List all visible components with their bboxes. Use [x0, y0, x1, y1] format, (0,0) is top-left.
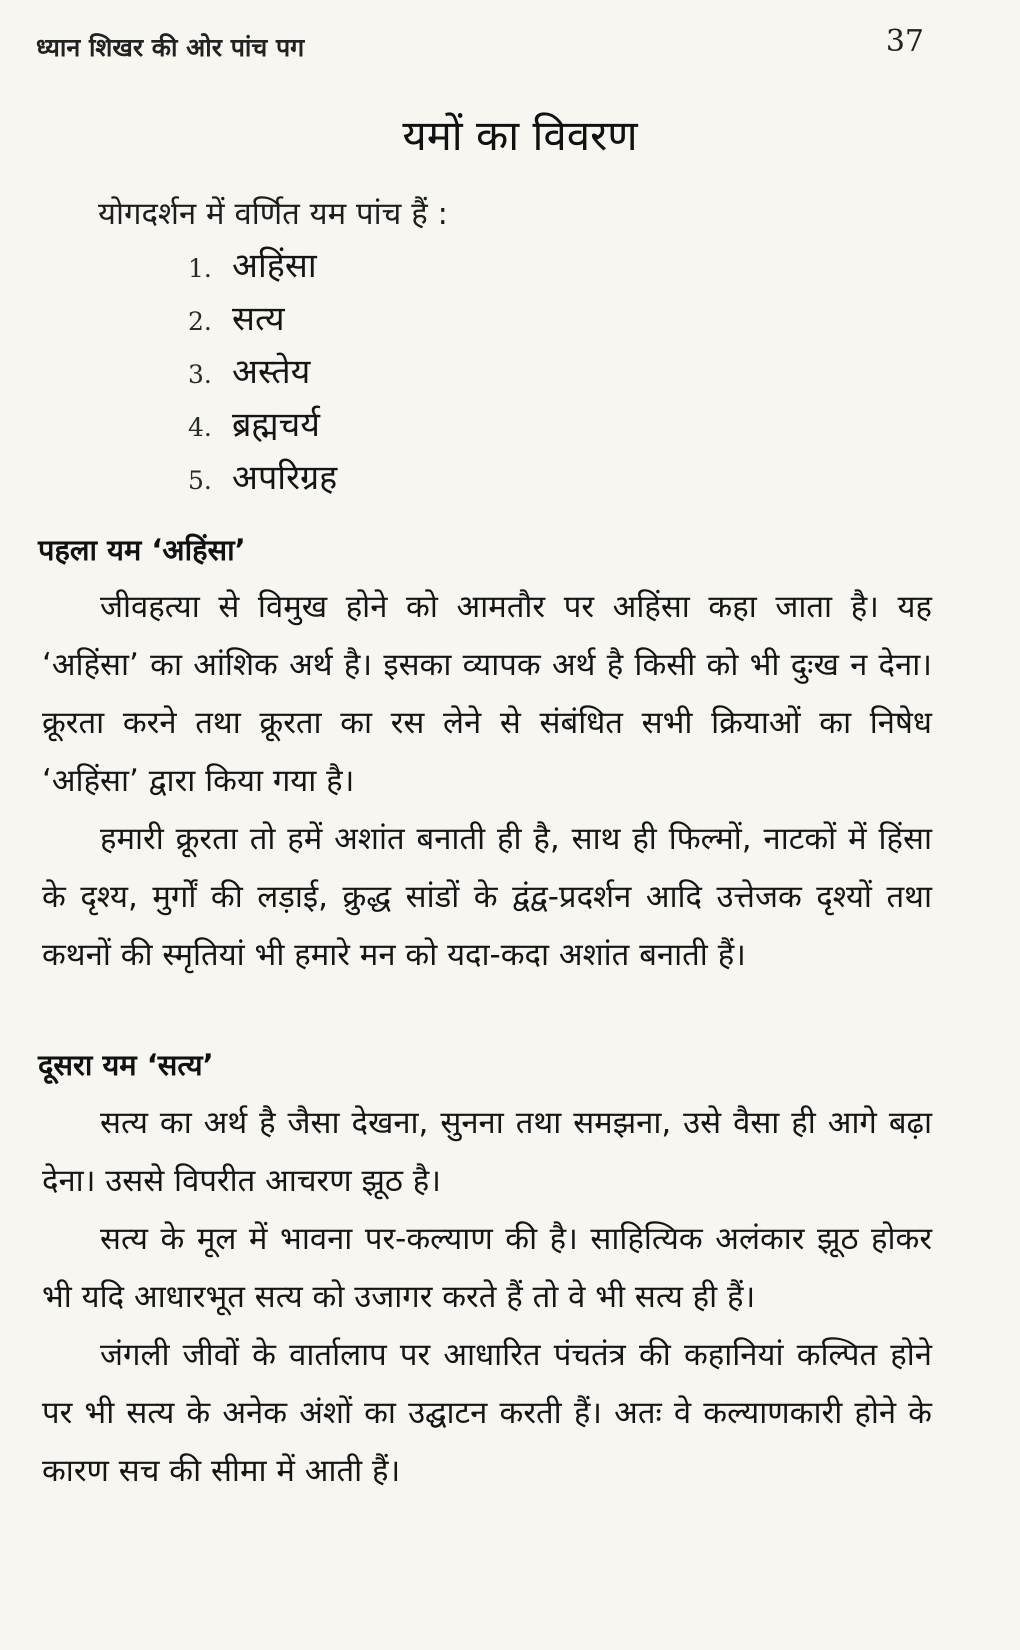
section-body-ahimsa: [42, 578, 932, 984]
list-item-number: 1.: [188, 254, 212, 283]
running-head: ध्यान शिखर की ओर पांच पग: [36, 33, 305, 62]
paragraph: हमारी क्रूरता तो हमें अशांत बनाती ही है, साथ ही फिल्मों, नाटकों में हिंसा के दृश्य, मुर्गों की लड़ाई, क्रुद्ध सांडों के द्वंद्व-प्रदर्शन आदि उत्तेजक दृश्यों तथा कथनों की स्मृतियां भी हमारे मन को यदा-कदा अशांत बनाती हैं।: [42, 821, 932, 973]
intro-text: योगदर्शन में वर्णित यम पांच हैं :: [98, 196, 448, 232]
paragraph: सत्य के मूल में भावना पर-कल्याण की है। साहित्यिक अलंकार झूठ होकर भी यदि आधारभूत सत्य को उजागर करते हैं तो वे भी सत्य ही हैं।: [42, 1221, 932, 1315]
section-heading-ahimsa: पहला यम ‘अहिंसा’: [38, 533, 246, 567]
list-item-number: 4.: [188, 413, 212, 442]
list-item-label: अपरिग्रह: [232, 458, 338, 498]
list-item-number: 3.: [188, 360, 212, 389]
list-item-label: अहिंसा: [232, 246, 317, 286]
list-item-label: अस्तेय: [232, 352, 311, 392]
chapter-title: यमों का विवरण: [402, 111, 638, 160]
list-item: [188, 452, 337, 505]
paragraph: जंगली जीवों के वार्तालाप पर आधारित पंचतंत्र की कहानियां कल्पित होने पर भी सत्य के अनेक अंशों का उद्घाटन करती हैं। अतः वे कल्याणकारी होने के कारण सच की सीमा में आती हैं।: [42, 1337, 932, 1489]
yama-list: [188, 240, 337, 505]
list-item: [188, 293, 337, 346]
list-item: [188, 346, 337, 399]
list-item-label: सत्य: [232, 299, 285, 339]
section-heading-satya: दूसरा यम ‘सत्य’: [38, 1048, 214, 1082]
paragraph: सत्य का अर्थ है जैसा देखना, सुनना तथा समझना, उसे वैसा ही आगे बढ़ा देना। उससे विपरीत आचरण झूठ है।: [42, 1105, 932, 1199]
list-item: [188, 240, 337, 293]
section-body-satya: [42, 1094, 932, 1500]
list-item: [188, 399, 337, 452]
list-item-label: ब्रह्मचर्य: [232, 405, 320, 445]
page-number: 37: [885, 24, 924, 59]
list-item-number: 5.: [188, 466, 212, 495]
paragraph: जीवहत्या से विमुख होने को आमतौर पर अहिंसा कहा जाता है। यह ‘अहिंसा’ का आंशिक अर्थ है। इसका व्यापक अर्थ है किसी को भी दुःख न देना। क्रूरता करने तथा क्रूरता का रस लेने से संबंधित सभी क्रियाओं का निषेध ‘अहिंसा’ द्वारा किया गया है।: [42, 589, 932, 799]
list-item-number: 2.: [188, 307, 212, 336]
